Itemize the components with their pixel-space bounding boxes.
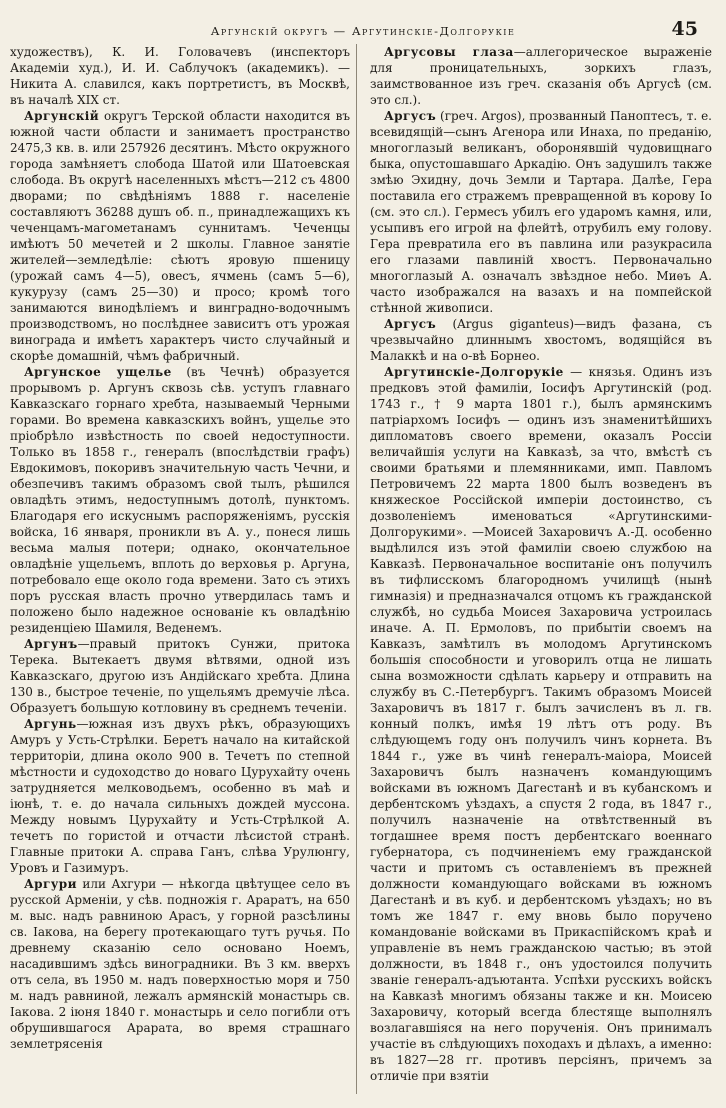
entry-headword: Аргутинскіе-Долгорукіе bbox=[384, 365, 564, 379]
entry-headword: Аргусовы глаза bbox=[384, 45, 514, 59]
entry-text: (Argus giganteus)—видъ фазана, съ чрезвычайно длиннымъ хвостомъ, водящійся въ Малаккѣ и на о-вѣ Борнео. bbox=[370, 317, 712, 363]
entry-text: — князья. Одинъ изъ предковъ этой фамиліи, Іосифъ Аргутинскій (род. 1743 г., † 9 марта 1801 г.), былъ армянскимъ патріархомъ Іосифъ — одинъ изъ знаменитѣйшихъ дипломатовъ своего времени, оказалъ Россіи величайшія услуги на Кавказѣ, за что, вмѣстѣ съ своими братьями и племянниками, имп. Павломъ Петровичемъ 22 марта 1800 былъ возведенъ въ княжеское Россійской имперіи достоинство, съ дозволеніемъ именоваться «Аргутинскими-Долгорукими». —Моисей Захаровичъ А.-Д. особенно выдѣлился изъ этой фамиліи своею службою на Кавказѣ. Первоначальное воспитаніе онъ получилъ въ тифлисскомъ благородномъ училищѣ (нынѣ гимназія) и предназначался отцомъ къ гражданской службѣ, но судьба Моисея Захаровича устроилась иначе. А. П. Ермоловъ, по прибытіи своемъ на Кавказъ, замѣтилъ въ молодомъ Аргутинскомъ большія способности и уговорилъ отца не лишать сына возможности сдѣлать карьеру и отправить на службу въ С.-Петербургъ. Такимъ образомъ Моисей Захаровичъ въ 1817 г. былъ зачисленъ въ л. гв. конный полкъ, имѣя 19 лѣтъ отъ роду. Въ слѣдующемъ году онъ получилъ чинъ корнета. Въ 1844 г., уже въ чинѣ генералъ-маіора, Моисей Захаровичъ былъ назначенъ командующимъ войсками въ южномъ Дагестанѣ и въ кубанскомъ и дербентскомъ уѣздахъ, а спустя 2 года, въ 1847 г., получилъ назначеніе на отвѣтственный въ тогдашнее время постъ дербентскаго военнаго губернатора, съ подчиненіемъ ему гражданской части и притомъ съ оставленіемъ въ прежней должности командующаго войсками въ южномъ Дагестанѣ и въ куб. и дербентскомъ уѣздахъ; но въ томъ же 1847 г. ему вновь было поручено командованіе войсками въ Прикаспійскомъ краѣ и управленіе въ немъ гражданскою частью; въ этой должности, въ 1848 г., онъ удостоился получить званіе генералъ-адъютанта. Успѣхи русскихъ войскъ на Кавказѣ многимъ обязаны также и кн. Моисею Захаровичу, который всегда блестяще выполнялъ возлагавшіяся на него порученія. Онъ принималъ участіе въ слѣдующихъ походахъ и дѣлахъ, а именно: въ 1827—28 гг. противъ персіянъ, причемъ за отличіе при взятіи bbox=[370, 365, 712, 1083]
entry-headword: Аргусъ bbox=[384, 109, 437, 123]
entry-text: художествъ), К. И. Головачевъ (инспекторъ Академіи худ.), И. И. Саблучокъ (академикъ). — Никита А. славился, какъ портретистъ, въ Москвѣ, въ началѣ XIX ст. bbox=[10, 45, 350, 107]
entry-text: —правый притокъ Сунжи, притока Терека. Вытекаетъ двумя вѣтвями, одной изъ Кавказскаго, другою изъ Андійскаго хребта. Длина 130 в., быстрое теченіе, по ущельямъ дремучіе лѣса. Образуетъ большую котловину въ среднемъ теченіи. bbox=[10, 637, 350, 715]
entry-text: округъ Терской области находится въ южной части области и занимаетъ пространство 2475,3 кв. в. или 257926 десятинъ. Мѣсто окружного города замѣняетъ слобода Шатой или Шатоевская слобода. Въ округѣ населенныхъ мѣстъ—212 съ 4800 дворами; по свѣдѣніямъ 1888 г. населеніе составляютъ 36288 душъ об. п., принадлежащихъ къ чеченцамъ-магометанамъ суннитамъ. Чеченцы имѣютъ 50 мечетей и 2 школы. Главное занятіе жителей—земледѣліе: сѣютъ яровую пшеницу (урожай самъ 4—5), овесъ, ячмень (самъ 5—6), кукурузу (самъ 25—30) и просо; кромѣ того занимаются винодѣліемъ и винградно-водочнымъ производствомъ, но послѣднее зависитъ отъ урожая винограда и имѣетъ характеръ чисто случайный и скорѣе домашній, чѣмъ фабричный. bbox=[10, 109, 350, 363]
entry-headword: Аргусъ bbox=[384, 317, 437, 331]
entry-continuation bbox=[10, 44, 350, 108]
entry-argunskoe-ushchelie bbox=[10, 364, 350, 636]
page-number: 45 bbox=[671, 18, 698, 40]
column-divider bbox=[356, 44, 357, 1094]
entry-text: (въ Чечнѣ) образуется прорывомъ р. Аргунъ сквозь сѣв. уступъ главнаго Кавказскаго горнаго хребта, называемый Черными горами. Во времена кавказскихъ войнъ, ущелье это пріобрѣло извѣстность по своей недоступности. Только въ 1858 г., генералъ (впослѣдствіи графъ) Евдокимовъ, покоривъ значительную часть Чечни, и обезпечивъ такимъ образомъ свой тылъ, рѣшился овладѣть этимъ, недоступнымъ дотолѣ, пунктомъ. Благодаря его искуснымъ распоряженіямъ, русскія войска, 16 января, проникли въ А. у., понеся лишь весьма малыя потери; однако, окончательное овладѣніе ущельемъ, вплоть до верховья р. Аргуна, потребовало еще около года времени. Зато съ этихъ поръ русская власть прочно утвердилась тамъ и положено было надежное основаніе къ овладѣнію резиденціею Шамиля, Веденемъ. bbox=[10, 365, 350, 635]
entry-headword: Аргунъ bbox=[24, 637, 78, 651]
running-head bbox=[20, 14, 706, 44]
entry-headword: Аргури bbox=[24, 877, 77, 891]
entry-argun-amur bbox=[10, 716, 350, 876]
right-column bbox=[370, 44, 712, 1084]
entry-headword: Аргунь bbox=[24, 717, 77, 731]
entry-argun-river bbox=[10, 636, 350, 716]
entry-arguri bbox=[10, 876, 350, 1052]
left-column bbox=[10, 44, 350, 1052]
entry-text: —южная изъ двухъ рѣкъ, образующихъ Амуръ у Усть-Стрѣлки. Беретъ начало на китайской территоріи, длина около 900 в. Течетъ по степной мѣстности и судоходство до новаго Цурухайту очень затрудняется мелководьемъ, особенно въ маѣ и іюнѣ, т. е. до начала сильныхъ дождей муссона. Между новымъ Цурухайту и Усть-Стрѣлкой А. течетъ по гористой и отчасти лѣсистой странѣ. Главные притоки А. справа Ганъ, слѣва Урулюнгу, Уровъ и Газимуръ. bbox=[10, 717, 350, 875]
entry-argus-myth bbox=[370, 108, 712, 316]
running-title: Аргунскій округъ — Аргутинскіе-Долгорукіе bbox=[210, 24, 516, 38]
entry-headword: Аргунское ущелье bbox=[24, 365, 172, 379]
entry-text: (греч. Argos), прозванный Паноптесъ, т. е. всевидящій—сынъ Агенора или Инаха, по преданію, многоглазый великанъ, оборонявшій чудовищнаго быка, опустошавшаго Аркадію. Онъ задушилъ также змѣю Эхидну, дочь Земли и Тартара. Далѣе, Гера поставила его стражемъ превращенной въ корову Іо (см. это сл.). Гермесъ убилъ его ударомъ камня, или, усыпивъ его игрой на флейтѣ, отрубилъ ему голову. Гера превратила его въ павлина или разукрасила его глазами павлиній хвостъ. Первоначально многоглазый А. означалъ звѣздное небо. Миѳъ А. часто изображался на вазахъ и на помпейской стѣнной живописи. bbox=[370, 109, 712, 315]
entry-argunsky-okrug bbox=[10, 108, 350, 364]
entry-text: —аллегорическое выраженіе для проницательныхъ, зоркихъ глазъ, заимствованное изъ греч. сказанія объ Аргусѣ (см. это сл.). bbox=[370, 45, 712, 107]
entry-argutinskie-dolgorukie bbox=[370, 364, 712, 1084]
entry-argus-pheasant bbox=[370, 316, 712, 364]
entry-argusovy-glaza bbox=[370, 44, 712, 108]
entry-headword: Аргунскій bbox=[24, 109, 100, 123]
entry-text: или Ахгури — нѣкогда цвѣтущее село въ русской Арменіи, у сѣв. подножія г. Араратъ, на 650 м. выс. надъ равниною Арасъ, у горной разсѣлины св. Іакова, на берегу протекающаго тутъ ручья. По древнему сказанію село основано Ноемъ, насадившимъ здѣсь виноградники. Въ 3 км. вверхъ отъ села, въ 1950 м. надъ поверхностью моря и 750 м. надъ равниной, лежалъ армянскій монастырь св. Іакова. 2 іюня 1840 г. монастырь и село погибли отъ обрушившагося Арарата, во время страшнаго землетрясенія bbox=[10, 877, 350, 1051]
